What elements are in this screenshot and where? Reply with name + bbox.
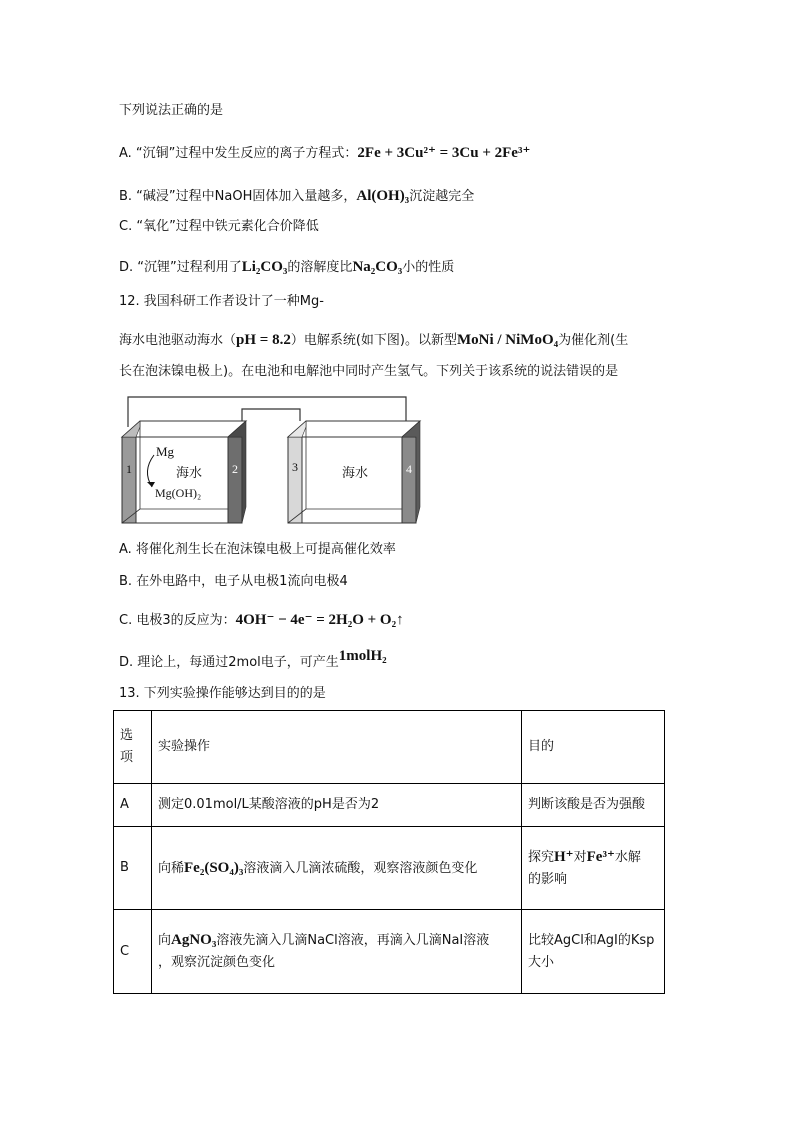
row-a-option: A <box>114 784 152 827</box>
header-option: 选 项 <box>114 711 152 784</box>
q12-catalyst: MoNi / NiMoO₄ <box>456 332 559 348</box>
q12-d-formula: 1molH₂ <box>338 648 387 664</box>
table-row <box>114 827 665 910</box>
label-mg: Mg <box>156 444 175 459</box>
q13-stem: 13. 下列实验操作能够达到目的的是 <box>119 686 326 701</box>
label-seawater-left: 海水 <box>176 465 203 480</box>
table-row <box>114 784 665 827</box>
row-b-goal: 探究H⁺对Fe³⁺水解 的影响 <box>522 827 665 910</box>
label-3: 3 <box>292 460 298 474</box>
table-header-row <box>114 711 665 784</box>
q12-d-text: D. 理论上，每通过2mol电子，可产生 <box>119 655 339 670</box>
battery-electrolysis-diagram <box>118 393 423 528</box>
header-goal: 目的 <box>522 711 665 784</box>
q11-d-formula2: Na₂CO₃ <box>352 259 403 275</box>
electrode-4 <box>402 437 416 523</box>
row-b-goal-formula2: Fe³⁺ <box>586 848 615 865</box>
row-b-option: B <box>114 827 152 910</box>
q12-option-c <box>119 610 404 631</box>
inner-wire <box>242 409 300 427</box>
q11-option-d <box>119 257 454 278</box>
q11-a-formula: 2Fe + 3Cu²⁺ = 3Cu + 2Fe³⁺ <box>357 145 531 161</box>
row-b-operation: 向稀Fe₂(SO₄)₃溶液滴入几滴浓硫酸，观察溶液颜色变化 <box>152 827 522 910</box>
electrode-2 <box>228 437 242 523</box>
q12-option-a: A. 将催化剂生长在泡沫镍电极上可提高催化效率 <box>119 542 396 557</box>
q11-d-tail: 小的性质 <box>402 260 455 275</box>
label-2: 2 <box>232 462 238 476</box>
row-c-operation: 向AgNO₃溶液先滴入几滴NaCl溶液，再滴入几滴NaI溶液 ，观察沉淀颜色变化 <box>152 910 522 994</box>
row-a-goal: 判断该酸是否为强酸 <box>522 784 665 827</box>
row-a-operation: 测定0.01mol/L某酸溶液的pH是否为2 <box>152 784 522 827</box>
q12-option-d <box>119 648 387 673</box>
table-row <box>114 910 665 994</box>
q12-line3: 长在泡沫镍电极上)。在电池和电解池中同时产生氢气。下列关于该系统的说法错误的是 <box>119 364 619 379</box>
q12-line2c: 为催化剂(生 <box>558 333 629 348</box>
q11-b-formula: Al(OH)₃ <box>356 188 410 204</box>
label-1: 1 <box>126 462 132 476</box>
label-4: 4 <box>406 462 412 476</box>
q11-d-text: D. “沉锂”过程利用了 <box>119 260 242 275</box>
row-c-option: C <box>114 910 152 994</box>
experiment-table <box>113 710 665 994</box>
q11-option-a <box>119 143 530 164</box>
row-c-goal: 比较AgCl和AgI的Ksp 大小 <box>522 910 665 994</box>
electrode-3 <box>288 437 302 523</box>
q11-b-text: B. “碱浸”过程中NaOH固体加入量越多， <box>119 189 357 204</box>
q12-option-b: B. 在外电路中，电子从电极1流向电极4 <box>119 574 348 589</box>
q11-stem: 下列说法正确的是 <box>119 103 224 118</box>
electrode-1 <box>122 437 136 523</box>
q11-d-mid: 的溶解度比 <box>287 260 353 275</box>
q11-option-b <box>119 186 474 207</box>
q11-a-text: A. “沉铜”过程中发生反应的离子方程式： <box>119 146 358 161</box>
header-operation: 实验操作 <box>152 711 522 784</box>
row-b-goal-formula1: H⁺ <box>554 848 574 865</box>
q12-c-formula: 4OH⁻ − 4e⁻ = 2H₂O + O₂↑ <box>235 612 404 628</box>
q12-ph: pH = 8.2 <box>236 332 291 348</box>
row-c-formula: AgNO₃ <box>171 932 217 948</box>
label-mgoh2: Mg(OH)₂ <box>155 486 202 500</box>
q12-c-text: C. 电极3的反应为： <box>119 613 236 628</box>
q11-option-c: C. “氧化”过程中铁元素化合价降低 <box>119 219 319 234</box>
row-b-formula: Fe₂(SO₄)₃ <box>184 859 244 876</box>
q12-line2 <box>119 330 628 351</box>
label-seawater-right: 海水 <box>342 465 369 480</box>
q11-b-tail: 沉淀越完全 <box>409 189 475 204</box>
q11-d-formula1: Li₂CO₃ <box>241 259 288 275</box>
q12-line2b: ）电解系统(如下图)。以新型 <box>290 333 457 348</box>
q12-line2a: 海水电池驱动海水（ <box>119 333 237 348</box>
q12-line1: 12. 我国科研工作者设计了一种Mg- <box>119 294 324 309</box>
